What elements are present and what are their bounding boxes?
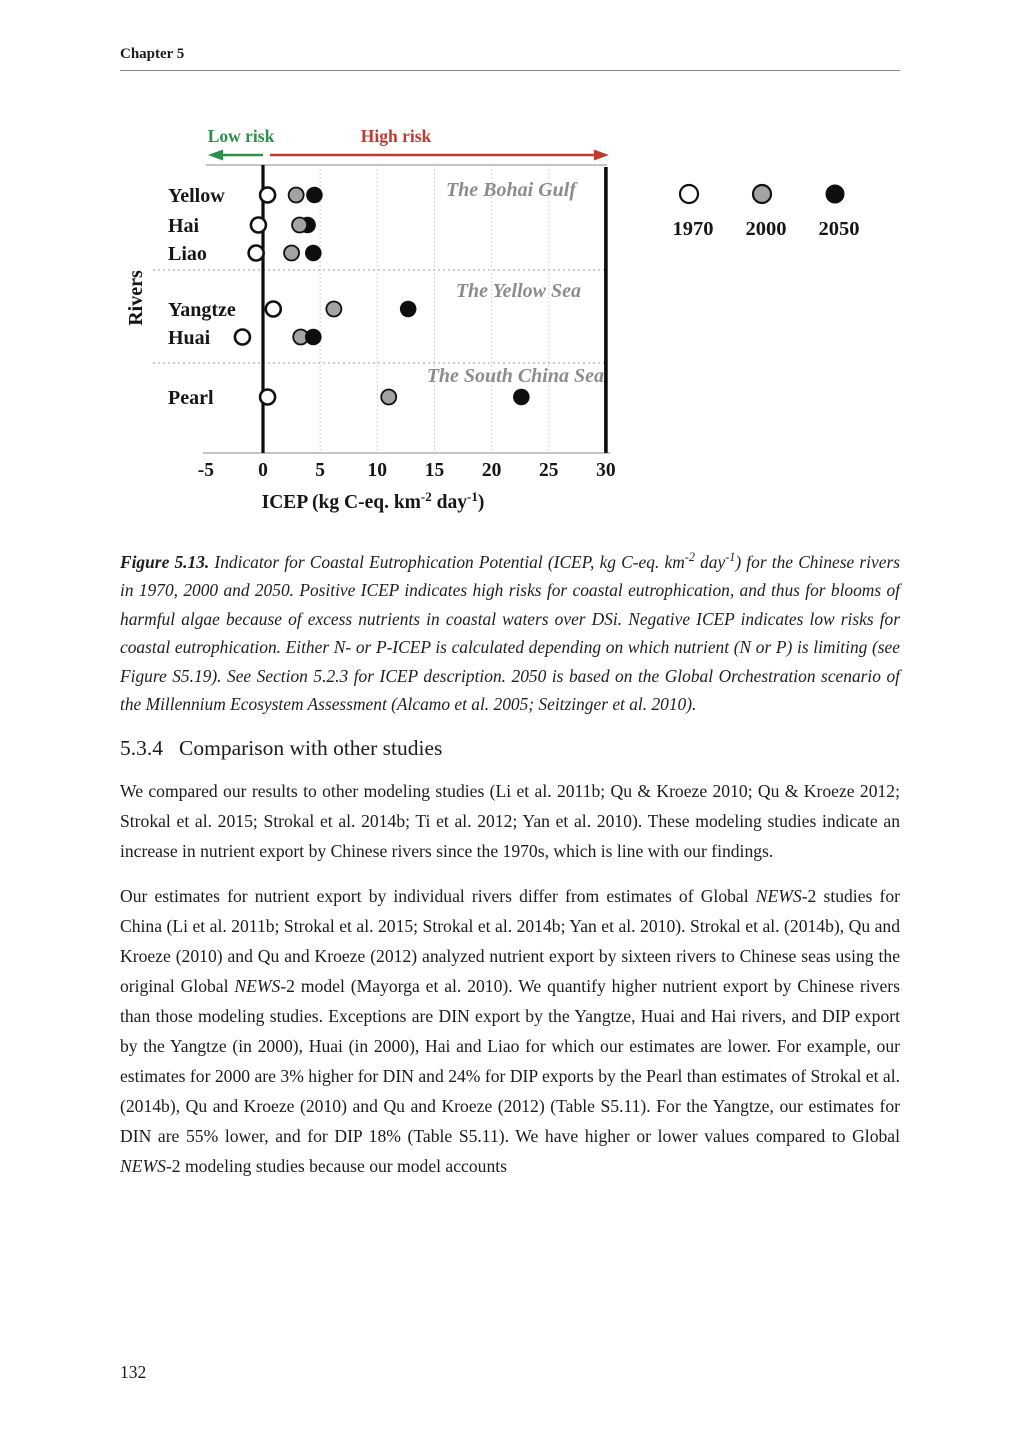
river-label: Liao [168,243,207,265]
icep-scatter-chart [120,111,910,521]
x-axis-title-part: -2 [420,489,432,504]
x-tick-label: -5 [197,460,214,481]
data-point-1970-Pearl [260,390,275,405]
low-risk-arrowhead-icon [208,150,223,161]
text-segment: -2 [684,550,695,565]
legend-marker-2000 [753,185,771,203]
high-risk-arrowhead-icon [594,150,609,161]
data-point-2000-Pearl [381,390,396,405]
legend-marker-2050 [826,185,844,203]
x-axis-title-part: ICEP (kg C-eq. km [261,492,421,513]
y-axis-title: Rivers [125,270,147,326]
legend-marker-1970 [680,185,698,203]
text-segment: Indicator for Coastal Eutrophication Potential (ICEP, kg C-eq. km [209,552,685,572]
river-label: Pearl [168,387,214,409]
data-point-1970-Yangtze [266,302,281,317]
text-segment: NEWS [755,886,802,907]
text-segment: NEWS [234,976,281,997]
paragraph [120,881,900,1181]
x-tick-label: 30 [596,460,616,481]
text-segment: NEWS [120,1156,166,1177]
header-rule [120,70,900,71]
text-segment: -2 model (Mayorga et al. 2010). We quantify higher nutrient export by Chinese rivers than those modeling studies. Exceptions are DIN export by the Yangtze, Huai and Hai rivers, and DIP export by the Yangtze (in 2000), Huai (in 2000), Hai and Liao for which our estimates are lower. For example, our estimates for 2000 are 3% higher for DIN and 24% for DIP exports by the Pearl than estimates of Strokal et al. (2014b), Qu and Kroeze (2010) and Qu and Kroeze (2012) (Table S5.11). For the Yangtze, our estimates for DIN are 55% lower, and for DIP 18% (Table S5.11). We have higher or lower values compared to Global [120,976,900,1147]
text-segment: We compared our results to other modeling studies (Li et al. 2011b; Qu & Kroeze 2010; Qu & Kroeze 2012; Strokal et al. 2015; Strokal et al. 2014b; Ti et al. 2012; Yan et al. 2010). These modeling studies indicate an increase in nutrient export by Chinese rivers since the 1970s, which is line with our findings. [120,781,900,862]
x-tick-label: 5 [315,460,326,481]
x-axis-title-part: day [431,492,468,513]
running-header: Chapter 5 [120,46,185,62]
data-point-1970-Huai [235,330,250,345]
section-number: 5.3.4 [120,736,163,761]
x-tick-label: 25 [539,460,559,481]
legend-label-1970: 1970 [672,218,714,240]
figure-caption [120,548,900,718]
text-segment: -2 studies for China (Li et al. 2011b; Strokal et al. 2015; Strokal et al. 2014b; Yan et al. 2010). Strokal et al. (2014b), Qu and Kroeze (2010) and Qu and Kroeze (2012) analyzed nutrient export by sixteen rivers to Chinese seas using the original Global [120,886,901,997]
river-label: Huai [168,327,211,349]
high-risk-label: High risk [360,126,432,146]
section-heading [120,736,900,761]
x-tick-label: 10 [367,460,388,481]
figure-5-13 [120,111,900,521]
data-point-2050-Yangtze [400,301,417,318]
section-title: Comparison with other studies [179,736,443,761]
x-axis-title [262,489,485,513]
data-point-1970-Yellow [260,188,275,203]
x-tick-label: 20 [481,460,502,481]
text-segment: -2 modeling studies because our model accounts [165,1156,507,1177]
text-segment: -1 [725,550,736,565]
data-point-2050-Huai [305,329,322,346]
paragraph [120,776,900,866]
x-tick-label: 15 [424,460,445,481]
sea-region-label: The Bohai Gulf [445,179,576,201]
river-label: Yellow [168,185,225,207]
river-label: Yangtze [168,299,236,321]
x-axis-title-part: -1 [467,489,478,504]
low-risk-label: Low risk [207,126,275,146]
data-point-2050-Yellow [306,187,323,204]
data-point-2000-Hai [292,218,307,233]
data-point-1970-Hai [251,218,266,233]
sea-region-label: The Yellow Sea [455,280,581,302]
x-axis-title-part: ) [477,492,485,513]
data-point-2050-Liao [305,245,322,262]
text-segment: Our estimates for nutrient export by individual rivers differ from estimates of Global [120,886,756,907]
text-segment: Figure 5.13. [120,552,210,572]
river-label: Hai [168,215,200,237]
sea-region-label: The South China Sea [426,365,604,387]
text-segment: ) for the Chinese rivers in 1970, 2000 and 2050. Positive ICEP indicates high risks for coastal eutrophication, and thus for blooms of harmful algae because of excess nutrients in coastal waters over DSi. Negative ICEP indicates low risks for coastal eutrophication. Either N- or P-ICEP is calculated depending on which nutrient (N or P) is limiting (see Figure S5.19). See Section 5.2.3 for ICEP description. 2050 is based on the Global Orchestration scenario of the Millennium Ecosystem Assessment (Alcamo et al. 2005; Seitzinger et al. 2010). [120,552,900,715]
page-number: 132 [120,1362,147,1382]
x-tick-label: 0 [258,460,268,481]
legend-label-2050: 2050 [818,218,860,240]
data-point-2050-Pearl [513,389,530,406]
text-segment: day [694,552,726,572]
data-point-1970-Liao [249,246,264,261]
data-point-2000-Yellow [289,188,304,203]
legend-label-2000: 2000 [745,218,787,240]
data-point-2000-Liao [284,246,299,261]
data-point-2000-Yangtze [326,302,341,317]
